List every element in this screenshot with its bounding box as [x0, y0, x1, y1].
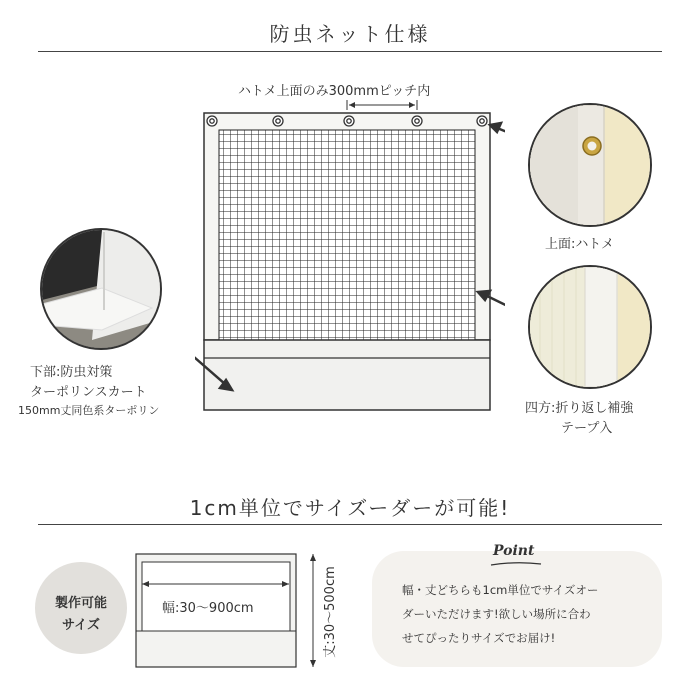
height-range-label: 丈:30〜500cm — [323, 566, 338, 658]
skirt-label-line3: 150mm丈同色系ターポリン — [18, 404, 160, 417]
point-text-line2: ダーいただけます!欲しい場所に合わ — [402, 607, 591, 621]
badge-line1: 製作可能 — [54, 596, 107, 611]
mesh-area — [219, 130, 475, 340]
pitch-dimension-arrow — [347, 100, 417, 110]
pitch-label: ハトメ上面のみ300mmピッチ内 — [238, 84, 431, 99]
skirt-label-line2: ターポリンスカート — [30, 385, 147, 400]
skirt-photo — [40, 228, 162, 350]
point-text-line3: せてぴったりサイズでお届け! — [402, 631, 556, 645]
title-divider — [38, 51, 662, 52]
tape-label-line1: 四方:折り返し補強 — [525, 401, 634, 416]
tarpaulin-skirt — [204, 340, 490, 410]
badge-line2: サイズ — [62, 618, 100, 633]
size-order-title: 1cm単位でサイズーダーが可能! — [189, 496, 511, 520]
grommet-photo — [528, 103, 652, 227]
spec-title: 防虫ネット仕様 — [269, 22, 431, 46]
tape-label-line2: テープ入 — [561, 421, 613, 436]
width-range-label: 幅:30〜900cm — [160, 597, 256, 616]
tape-photo — [528, 265, 652, 389]
point-title: Point — [493, 543, 535, 559]
size-badge — [35, 562, 127, 654]
net-diagram — [195, 92, 505, 417]
point-box — [372, 543, 662, 667]
skirt-label-line1: 下部:防虫対策 — [30, 365, 113, 380]
point-underline-icon — [490, 561, 542, 567]
point-text-line1: 幅・丈どちらも1cm単位でサイズオー — [402, 583, 599, 597]
top-grommet-label: 上面:ハトメ — [545, 237, 614, 252]
size-title-divider — [38, 524, 662, 525]
